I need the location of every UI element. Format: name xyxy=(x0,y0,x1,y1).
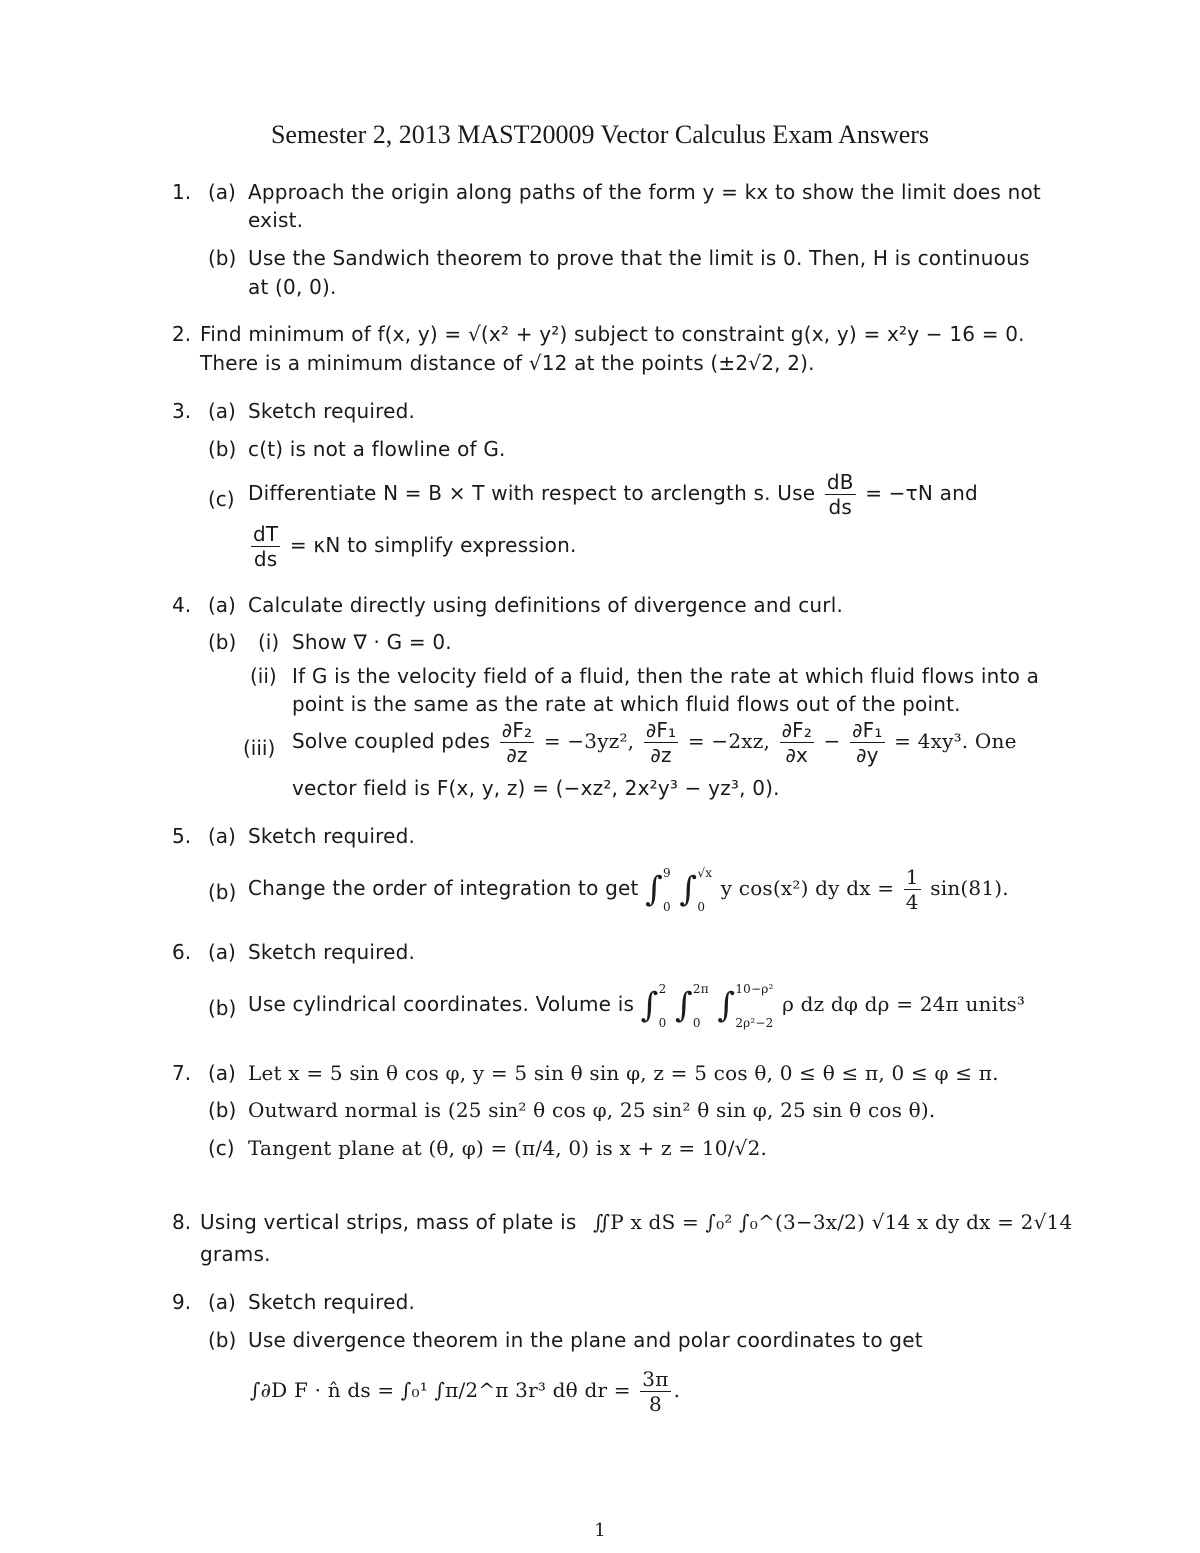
integral-limits xyxy=(697,866,712,914)
question-4b-ii-text-cont: point is the same as the rate at which fluid flows out of the point. xyxy=(292,692,961,716)
question-8-text-cont: grams. xyxy=(200,1242,271,1266)
question-3c-line xyxy=(248,470,978,519)
fraction-dF2-dz xyxy=(500,718,534,767)
question-5b-label: (b) xyxy=(208,880,237,904)
integrand: y cos(x²) dy dx = xyxy=(720,876,895,900)
fraction-numerator: ∂F₁ xyxy=(852,718,883,742)
question-1a-label: (a) xyxy=(208,180,236,204)
fraction-denominator: ∂x xyxy=(785,743,809,767)
question-4b-ii-text: If G is the velocity field of a fluid, then the rate at which fluid flows into a xyxy=(292,664,1040,688)
question-7c-label: (c) xyxy=(208,1136,235,1160)
fraction-denominator: ds xyxy=(828,495,852,519)
fraction-dT-ds xyxy=(251,522,280,571)
lower-limit: 2ρ²−2 xyxy=(735,1015,774,1030)
lower-limit: 0 xyxy=(658,1015,667,1030)
question-3c-text: Differentiate N = B × T with respect to arclength s. Use xyxy=(248,481,816,505)
equation-part: − xyxy=(823,729,841,753)
fraction-numerator: 1 xyxy=(905,865,919,889)
integral-sign: ∫ xyxy=(675,985,693,1026)
question-4-number: 4. xyxy=(172,593,192,617)
fraction-denominator: ∂y xyxy=(856,743,879,767)
lower-limit: 0 xyxy=(697,899,706,914)
fraction-dF2-dx xyxy=(780,718,814,767)
question-9b-text: Use divergence theorem in the plane and polar coordinates to get xyxy=(248,1328,923,1352)
question-1b-text-cont: at (0, 0). xyxy=(248,275,337,299)
question-7b-label: (b) xyxy=(208,1098,237,1122)
question-4b-ii-label: (ii) xyxy=(250,664,277,688)
question-4a-text: Calculate directly using definitions of divergence and curl. xyxy=(248,593,844,617)
integral-limits xyxy=(659,982,667,1030)
question-4b-iii-text-cont: vector field is F(x, y, z) = (−xz², 2x²y³ − yz³, 0). xyxy=(292,776,780,800)
question-5a-label: (a) xyxy=(208,824,236,848)
upper-limit: √x xyxy=(697,865,713,880)
period: . xyxy=(673,1378,681,1402)
question-5b-text: Change the order of integration to get xyxy=(248,876,639,900)
integral-limits xyxy=(693,982,709,1030)
fraction-dF1-dz xyxy=(644,718,678,767)
question-4a-label: (a) xyxy=(208,593,236,617)
fraction-numerator: dB xyxy=(826,470,854,494)
question-4b-iii-line xyxy=(292,718,1017,767)
question-6b-line xyxy=(248,974,1025,1034)
fraction-numerator: ∂F₂ xyxy=(501,718,533,742)
fraction-denominator: ∂z xyxy=(650,743,672,767)
page-title: Semester 2, 2013 MAST20009 Vector Calculus Exam Answers xyxy=(270,120,930,149)
equation-part: = −3yz², xyxy=(543,729,635,753)
question-1b-text: Use the Sandwich theorem to prove that the limit is 0. Then, H is continuous xyxy=(248,246,1030,270)
question-3c-text-2: = −τN and xyxy=(865,481,978,505)
question-8-line xyxy=(200,1208,1072,1236)
integral-sign: ∫ xyxy=(640,985,659,1026)
question-3b-text: c(t) is not a flowline of G. xyxy=(248,437,506,461)
question-3c-line-2 xyxy=(248,522,577,571)
upper-limit: 2π xyxy=(692,981,709,996)
question-7c-text: Tangent plane at (θ, φ) = (π/4, 0) is x + z = 10/√2. xyxy=(248,1136,768,1160)
integral-sign: ∫ xyxy=(679,869,698,910)
fraction-numerator: ∂F₁ xyxy=(645,718,677,742)
question-8-number: 8. xyxy=(172,1210,192,1234)
question-2-text-cont: There is a minimum distance of √12 at the points (±2√2, 2). xyxy=(200,351,815,375)
question-3-number: 3. xyxy=(172,399,192,423)
equation-part: = −2xz, xyxy=(687,729,771,753)
question-9-number: 9. xyxy=(172,1290,192,1314)
integral-sign: ∫ xyxy=(645,869,664,910)
question-1a-text-cont: exist. xyxy=(248,208,304,232)
question-6a-text: Sketch required. xyxy=(248,940,416,964)
fraction-one-quarter xyxy=(904,865,921,914)
fraction-numerator: dT xyxy=(253,522,279,546)
question-6b-label: (b) xyxy=(208,996,237,1020)
question-9b-math: ∫∂D F · n̂ ds = ∫₀¹ ∫π/2^π 3r³ dθ dr = xyxy=(250,1378,631,1402)
question-7a-text: Let x = 5 sin θ cos φ, y = 5 sin θ sin φ, z = 5 cos θ, 0 ≤ θ ≤ π, 0 ≤ φ ≤ π. xyxy=(248,1061,999,1085)
question-9a-text: Sketch required. xyxy=(248,1290,416,1314)
question-4b-i-label: (i) xyxy=(258,630,280,654)
question-5-number: 5. xyxy=(172,824,192,848)
equation-part: = 4xy³. One xyxy=(894,729,1017,753)
lower-limit: 0 xyxy=(692,1015,701,1030)
question-2-text: Find minimum of f(x, y) = √(x² + y²) subject to constraint g(x, y) = x²y − 16 = 0. xyxy=(200,322,1025,346)
fraction-3pi-8 xyxy=(640,1367,670,1416)
question-2-number: 2. xyxy=(172,322,192,346)
question-1b-label: (b) xyxy=(208,246,237,270)
question-4b-iii-label: (iii) xyxy=(243,736,276,760)
question-9a-label: (a) xyxy=(208,1290,236,1314)
question-5b-line xyxy=(248,858,1009,918)
question-5a-text: Sketch required. xyxy=(248,824,416,848)
integral-limits xyxy=(735,982,773,1030)
question-8-text: Using vertical strips, mass of plate is xyxy=(200,1210,577,1234)
upper-limit: 10−ρ² xyxy=(735,981,774,996)
question-7b-text: Outward normal is (25 sin² θ cos φ, 25 sin² θ sin φ, 25 sin θ cos θ). xyxy=(248,1098,936,1122)
question-6-number: 6. xyxy=(172,940,192,964)
fraction-dB-ds xyxy=(825,470,856,519)
question-4b-iii-text: Solve coupled pdes xyxy=(292,729,491,753)
question-9b-label: (b) xyxy=(208,1328,237,1352)
question-3b-label: (b) xyxy=(208,437,237,461)
result: sin(81). xyxy=(930,876,1009,900)
question-9b-equation xyxy=(250,1362,680,1418)
fraction-denominator: 8 xyxy=(648,1392,662,1416)
question-7-number: 7. xyxy=(172,1061,192,1085)
fraction-dF1-dy xyxy=(850,718,884,767)
question-6b-text: Use cylindrical coordinates. Volume is xyxy=(248,992,635,1016)
question-3c-text-3: = κN to simplify expression. xyxy=(289,533,577,557)
lower-limit: 0 xyxy=(663,899,671,914)
question-8-math: ∬P x dS = ∫₀² ∫₀^(3−3x/2) √14 x dy dx = 2√14 xyxy=(593,1210,1073,1234)
page-number: 1 xyxy=(594,1520,606,1541)
question-3c-label: (c) xyxy=(208,487,235,511)
upper-limit: 9 xyxy=(663,865,671,880)
integral-limits xyxy=(663,866,671,914)
fraction-denominator: ∂z xyxy=(506,743,528,767)
integral-sign: ∫ xyxy=(717,985,736,1026)
question-7a-label: (a) xyxy=(208,1061,236,1085)
fraction-numerator: 3π xyxy=(642,1367,669,1391)
fraction-denominator: 4 xyxy=(905,890,919,914)
question-6a-label: (a) xyxy=(208,940,236,964)
integrand: ρ dz dφ dρ = 24π units³ xyxy=(782,992,1026,1016)
question-4b-label: (b) xyxy=(208,630,237,654)
fraction-denominator: ds xyxy=(253,547,278,571)
question-1-number: 1. xyxy=(172,180,192,204)
question-3a-text: Sketch required. xyxy=(248,399,416,423)
question-4b-i-text: Show ∇ · G = 0. xyxy=(292,630,452,654)
question-3a-label: (a) xyxy=(208,399,236,423)
fraction-numerator: ∂F₂ xyxy=(781,718,813,742)
question-1a-text: Approach the origin along paths of the form y = kx to show the limit does not xyxy=(248,180,1041,204)
upper-limit: 2 xyxy=(658,981,667,996)
